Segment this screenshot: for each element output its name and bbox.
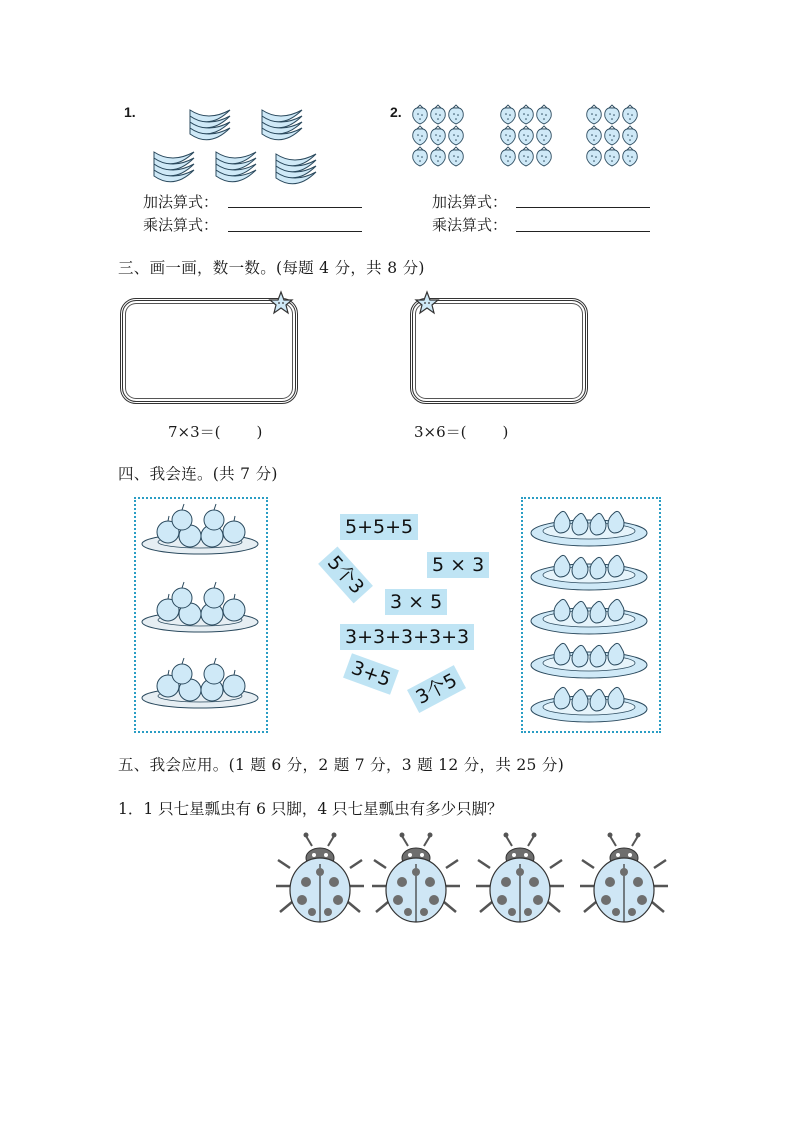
- apple-plate: [142, 658, 258, 708]
- problem-1-number: 1.: [124, 104, 136, 120]
- equation-2: [414, 421, 508, 442]
- problem-2-number: 2.: [390, 104, 402, 120]
- pear-plate: [531, 511, 647, 546]
- equation-1-close: ): [256, 423, 263, 441]
- ladybug: [580, 833, 668, 923]
- problem-2-addition-label: 加法算式：: [432, 193, 508, 211]
- section-5-title: 五、我会应用。(1 题 6 分，2 题 7 分，3 题 12 分，共 25 分): [118, 756, 565, 774]
- equation-2-close: ): [502, 423, 509, 441]
- card-5-times-3[interactable]: 5 × 3: [427, 552, 489, 578]
- star-icon: [268, 290, 294, 316]
- question-1-number: 1．: [118, 800, 144, 818]
- ladybug: [476, 833, 564, 923]
- ladybugs-illustration: [276, 834, 668, 924]
- pear-plate: [531, 599, 647, 634]
- banana-bunch: [216, 152, 256, 182]
- problem-2-multiplication-blank[interactable]: [516, 231, 650, 232]
- banana-bunches-illustration: [150, 100, 340, 190]
- banana-bunch: [262, 110, 302, 140]
- strawberry-group: [587, 105, 637, 166]
- banana-bunch: [154, 152, 194, 182]
- apple-plate: [142, 504, 258, 554]
- section-3-title: 三、画一画，数一数。(每题 4 分，共 8 分): [118, 259, 425, 277]
- equation-1-text: 7×3＝(: [168, 423, 221, 441]
- section-4-title: 四、我会连。(共 7 分): [118, 465, 278, 483]
- pear-plates-illustration: [526, 503, 652, 727]
- apple-plate: [142, 582, 258, 632]
- question-1-text: 1 只七星瓢虫有 6 只脚，4 只七星瓢虫有多少只脚？: [143, 800, 503, 818]
- card-5-plus-5-plus-5[interactable]: 5+5+5: [340, 514, 418, 540]
- card-3-groups-of-5[interactable]: 3个5: [407, 665, 466, 713]
- star-icon: [414, 290, 440, 316]
- card-3-plus-5[interactable]: 3+5: [343, 653, 399, 695]
- equation-1: [168, 421, 262, 442]
- strawberry-groups-illustration: [412, 100, 662, 170]
- problem-1-addition-blank[interactable]: [228, 207, 362, 208]
- card-5-groups-of-3[interactable]: 5个3: [318, 547, 373, 604]
- apple-plates-illustration: [138, 500, 262, 726]
- problem-1-addition-label: 加法算式：: [143, 193, 219, 211]
- card-3-plus-3-plus-3-plus-3-plus-3[interactable]: 3+3+3+3+3: [340, 624, 474, 650]
- banana-bunch: [190, 110, 230, 140]
- pear-plate: [531, 643, 647, 678]
- strawberry-group: [501, 105, 551, 166]
- strawberry-group: [413, 105, 463, 166]
- problem-1-multiplication-blank[interactable]: [228, 231, 362, 232]
- problem-1-multiplication-label: 乘法算式：: [143, 216, 219, 234]
- ladybug: [276, 833, 364, 923]
- banana-bunch: [276, 154, 316, 184]
- problem-2-addition-blank[interactable]: [516, 207, 650, 208]
- pear-plate: [531, 555, 647, 590]
- problem-2-multiplication-label: 乘法算式：: [432, 216, 508, 234]
- ladybug: [372, 833, 460, 923]
- card-3-times-5[interactable]: 3 × 5: [385, 589, 447, 615]
- equation-2-text: 3×6＝(: [414, 423, 467, 441]
- pear-plate: [531, 687, 647, 722]
- section-5-question-1: [118, 797, 503, 819]
